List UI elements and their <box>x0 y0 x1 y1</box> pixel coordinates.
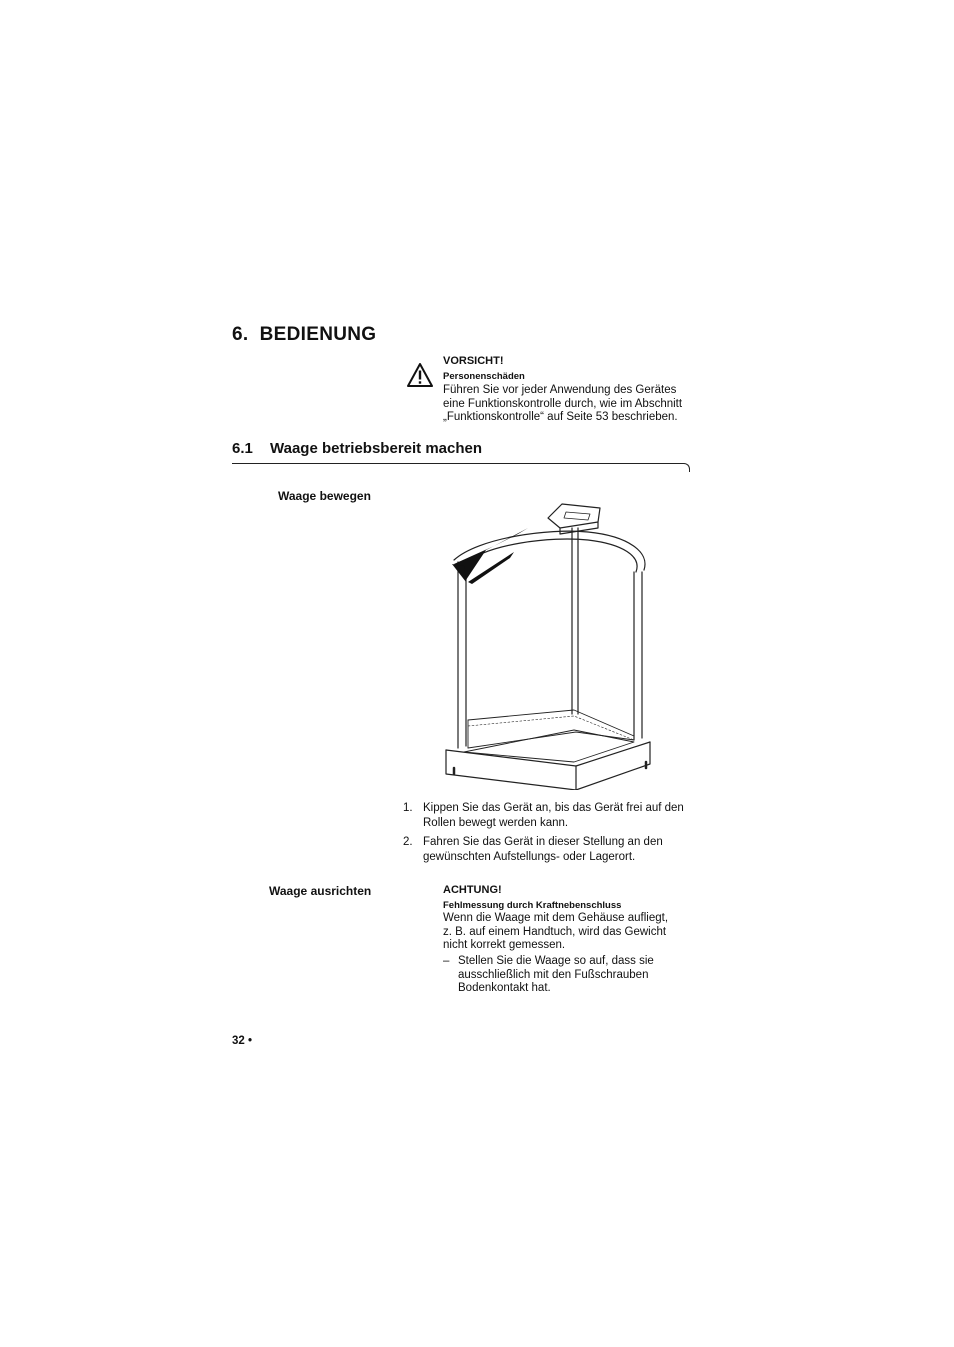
step-number: 1. <box>403 802 413 814</box>
step-line: gewünschten Aufstellungs- oder Lagerort. <box>423 850 636 863</box>
list-item <box>403 801 703 830</box>
chapter-title-text: BEDIENUNG <box>259 324 377 345</box>
section-number: 6.1 <box>232 440 253 457</box>
caution-title: VORSICHT! <box>443 355 504 367</box>
step-line: Kippen Sie das Gerät an, bis das Gerät frei auf den <box>423 802 684 814</box>
section-divider <box>232 463 684 464</box>
step-line: Rollen bewegt werden kann. <box>423 816 569 829</box>
step-number: 2. <box>403 836 413 848</box>
attention-line: nicht korrekt gemessen. <box>443 939 566 951</box>
page-number: 32 • <box>232 1035 253 1047</box>
caution-line: Führen Sie vor jeder Anwendung des Gerätes <box>443 384 677 396</box>
move-steps <box>403 801 703 869</box>
warning-triangle-icon <box>406 362 434 388</box>
bullet-line: Bodenkontakt hat. <box>458 982 551 994</box>
attention-text <box>443 912 698 953</box>
bullet-line: ausschließlich mit den Fußschrauben <box>458 968 649 981</box>
step-line: Fahren Sie das Gerät in dieser Stellung an den <box>423 836 663 848</box>
caution-subtitle: Personenschäden <box>443 371 525 382</box>
chapter-title <box>232 324 376 346</box>
attention-subtitle: Fehlmessung durch Kraftnebenschluss <box>443 900 622 911</box>
caution-line: „Funktionskontrolle“ auf Seite 53 beschrieben. <box>443 411 678 423</box>
attention-line: Wenn die Waage mit dem Gehäuse aufliegt, <box>443 912 669 924</box>
attention-line: z. B. auf einem Handtuch, wird das Gewicht <box>443 925 667 938</box>
list-item <box>403 835 703 864</box>
caution-line: eine Funktionskontrolle durch, wie im Abschnitt <box>443 397 683 410</box>
section-title <box>232 440 482 457</box>
scale-tilt-illustration <box>438 500 660 790</box>
attention-title: ACHTUNG! <box>443 884 502 896</box>
section-title-text: Waage betriebsbereit machen <box>270 440 483 457</box>
align-heading: Waage ausrichten <box>269 884 372 898</box>
bullet-line: Stellen Sie die Waage so auf, dass sie <box>458 955 654 967</box>
section-divider-corner <box>683 463 690 472</box>
attention-bullet <box>443 955 698 996</box>
caution-text <box>443 384 698 425</box>
move-heading: Waage bewegen <box>278 489 371 503</box>
bullet-dash: – <box>443 955 450 967</box>
chapter-number: 6. <box>232 324 249 345</box>
